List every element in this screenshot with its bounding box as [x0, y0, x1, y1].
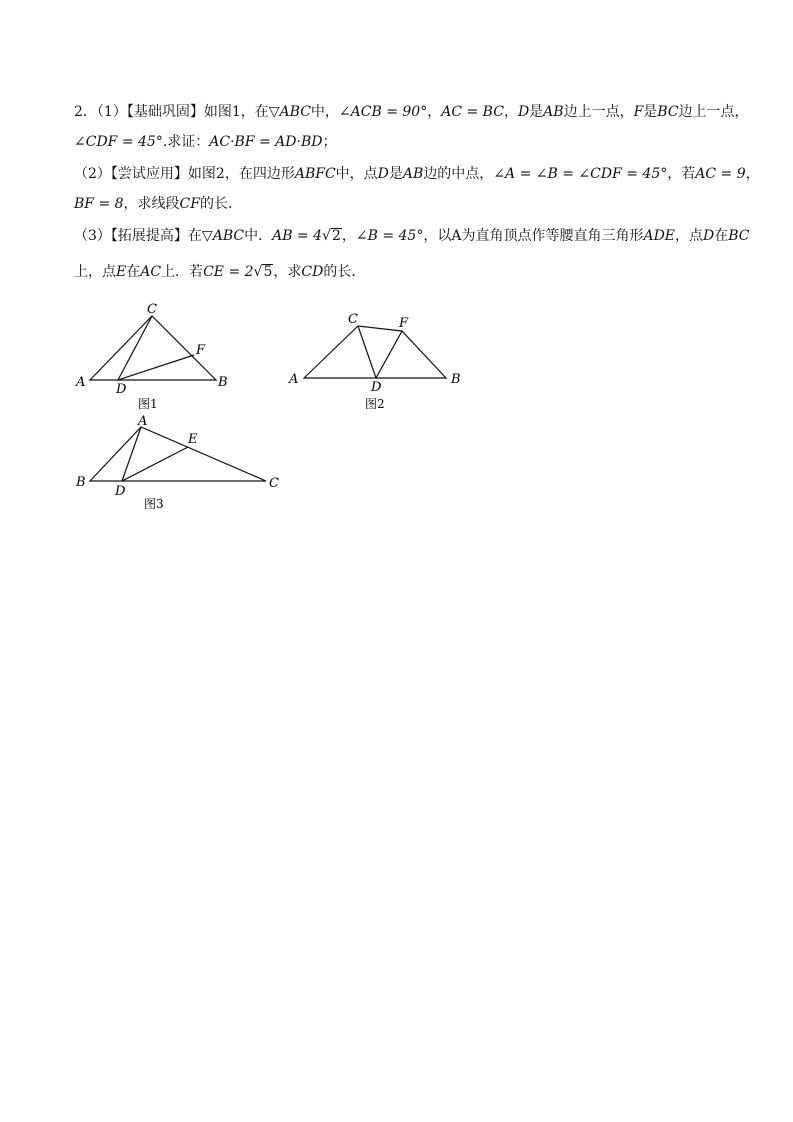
fig3-label-d: D — [115, 484, 126, 499]
math: ∠B = 45° — [355, 228, 424, 244]
math: D — [517, 104, 530, 120]
text: 边上一点， — [563, 104, 634, 120]
radicand: 5 — [263, 264, 273, 280]
text: ， — [503, 104, 518, 120]
math: ABC — [212, 228, 245, 244]
fig1-label-c: C — [147, 302, 157, 317]
fig3-label-a: A — [138, 414, 148, 429]
text: 在 — [714, 228, 729, 244]
text: 的长． — [199, 196, 242, 212]
problem-number: 2． — [74, 104, 97, 120]
fig2-quadrilateral-abfc — [304, 326, 446, 378]
text: ，点 — [675, 228, 704, 244]
math: ABFC — [294, 166, 336, 182]
figure-1 — [0, 0, 793, 560]
math: AC = 9 — [695, 166, 746, 182]
text: ， — [427, 104, 442, 120]
math: ∠ACB = 90° — [338, 104, 428, 120]
math: CD — [301, 264, 324, 280]
part3-tag: （3）【拓展提高】 — [74, 228, 188, 244]
fig2-segment-df — [376, 331, 402, 378]
text: .求证： — [162, 134, 210, 150]
math: ADE — [643, 228, 676, 244]
sqrt-symbol: √5 — [253, 264, 273, 280]
text: ， — [341, 228, 356, 244]
fig2-label-a: A — [289, 372, 299, 387]
text: 在 — [126, 264, 141, 280]
text: 的长． — [323, 264, 366, 280]
math: ∠CDF = 45° — [74, 134, 163, 150]
text: 中， — [310, 104, 339, 120]
fig2-caption: 图2 — [365, 397, 385, 411]
part1-tag: （1）【基础巩固】 — [96, 104, 204, 120]
text: ，以A为直角顶点作等腰直角三角形 — [423, 228, 644, 244]
text: ，求线段 — [123, 196, 180, 212]
fig3-label-b: B — [76, 475, 86, 490]
math: AC — [140, 264, 162, 280]
text: ，求 — [273, 264, 302, 280]
math: BF = 8 — [74, 196, 124, 212]
text: 如图1，在 — [203, 104, 269, 120]
triangle-symbol: ▽ — [201, 228, 213, 244]
math: AC·BF = AD·BD — [209, 134, 323, 150]
fig2-segment-cd — [358, 326, 376, 378]
fig2-label-b: B — [451, 372, 461, 387]
math: AC = BC — [441, 104, 504, 120]
fig3-label-c: C — [269, 476, 279, 491]
radicand: 2 — [331, 228, 341, 244]
fig2-label-c: C — [348, 312, 358, 327]
fig1-label-d: D — [116, 382, 127, 397]
math: CF — [179, 196, 200, 212]
text: 中，点 — [335, 166, 378, 182]
triangle-symbol: ▽ — [268, 104, 280, 120]
fig3-caption: 图3 — [144, 497, 164, 511]
math: F — [633, 104, 644, 120]
text: 如图2，在四边形 — [187, 166, 295, 182]
text: 在 — [187, 228, 202, 244]
math: CE = 2 — [203, 264, 254, 280]
math: BC — [728, 228, 750, 244]
text: 中． — [244, 228, 273, 244]
math: AB — [543, 104, 564, 120]
part2-tag: （2）【尝试应用】 — [74, 166, 188, 182]
fig1-label-a: A — [76, 375, 86, 390]
text: 边的中点， — [423, 166, 494, 182]
math: AB = 4 — [272, 228, 323, 244]
text: 是 — [529, 104, 544, 120]
text: 上．若 — [161, 264, 204, 280]
text: 是 — [643, 104, 658, 120]
math: ∠A = ∠B = ∠CDF = 45° — [493, 166, 668, 182]
math: AB — [402, 166, 424, 182]
text: ； — [322, 134, 337, 150]
sqrt-symbol: √2 — [322, 228, 341, 244]
math: E — [116, 264, 127, 280]
text: ， — [745, 166, 760, 182]
fig3-triangle-abc — [90, 427, 266, 481]
fig1-label-f: F — [196, 343, 206, 358]
fig3-label-e: E — [188, 432, 198, 447]
fig2-label-d: D — [371, 380, 382, 395]
text: 是 — [388, 166, 403, 182]
math: ABC — [279, 104, 311, 120]
text: 边上一点， — [678, 104, 749, 120]
fig1-label-b: B — [218, 375, 228, 390]
fig1-caption: 图1 — [138, 397, 158, 411]
text: ，若 — [667, 166, 696, 182]
text: 上，点 — [74, 264, 116, 280]
math: D — [703, 228, 715, 244]
math: BC — [657, 104, 679, 120]
math: D — [377, 166, 389, 182]
fig2-label-f: F — [399, 316, 409, 331]
